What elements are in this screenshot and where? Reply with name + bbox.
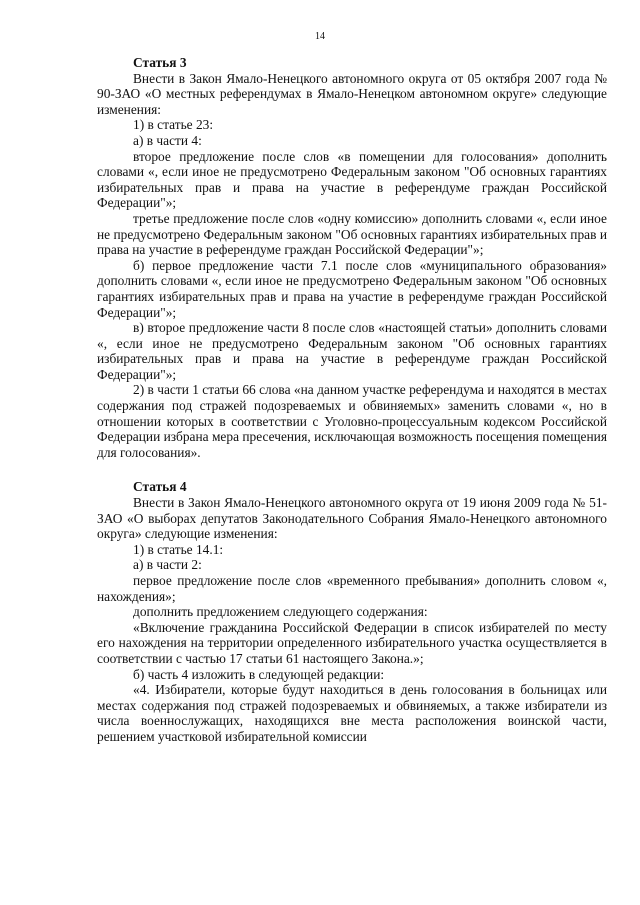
paragraph: 1) в статье 23:: [133, 117, 214, 133]
page-number: 14: [315, 31, 325, 42]
paragraph: Внести в Закон Ямало-Ненецкого автономного округа от 19 июня 2009 года № 51-ЗАО «О выборах депутатов Законодательного Собрания Ямало-Ненецкого автономного округа» следующие изменения:: [97, 495, 607, 542]
paragraph: 1) в статье 14.1:: [133, 541, 224, 557]
paragraph: «Включение гражданина Российской Федерации в список избирателей по месту его нахождения на территории определенного избирательного участка осуществляется в соответствии с частью 17 статьи 61 настоящего Закона.»;: [97, 619, 607, 666]
article-3: [97, 55, 607, 460]
paragraph: первое предложение после слов «временного пребывания» дополнить словом «, нахождения»;: [97, 573, 607, 604]
paragraph: третье предложение после слов «одну комиссию» дополнить словами «, если иное не предусмотрено Федеральным законом "Об основных гарантиях избирательных прав и права на участие в референдуме граждан Российской Федерации"»;: [97, 210, 607, 258]
paragraph: б) часть 4 изложить в следующей редакции:: [133, 666, 385, 682]
paragraph: второе предложение после слов «в помещении для голосования» дополнить словами «, если иное не предусмотрено Федеральным законом "Об основных гарантиях избирательных прав и права на участие в референдуме граждан Российской Федерации"»;: [97, 148, 607, 211]
paragraph: Внести в Закон Ямало-Ненецкого автономного округа от 05 октября 2007 года № 90-ЗАО «О местных референдумах в Ямало-Ненецком автономном округе» следующие изменения:: [97, 70, 607, 117]
paragraph: дополнить предложением следующего содержания:: [133, 604, 428, 620]
paragraph: 2) в части 1 статьи 66 слова «на данном участке референдума и находятся в местах содержания под стражей подозреваемых и обвиняемых» заменить словами «, но в отношении которых в соответствии с Уголовно-процессуальным кодексом Российской Федерации избрана мера пресечения, исключающая возможность посещения помещения для голосования».: [97, 382, 607, 460]
paragraph: б) первое предложение части 7.1 после слов «муниципального образования» дополнить словами «, если иное не предусмотрено Федеральным законом "Об основных гарантиях избирательных прав и права на участие в референдуме граждан Российской Федерации"»;: [97, 257, 607, 320]
paragraph: а) в части 2:: [133, 557, 202, 573]
article-4: [97, 479, 607, 744]
paragraph: а) в части 4:: [133, 132, 202, 148]
paragraph: «4. Избиратели, которые будут находиться в день голосования в больницах или местах содержания под стражей подозреваемых и обвиняемых, а также избиратели из числа военнослужащих, находящихся вне места расположения воинской части, решением участковой избирательной комиссии: [97, 682, 607, 744]
paragraph: в) второе предложение части 8 после слов «настоящей статьи» дополнить словами «, если иное не предусмотрено Федеральным законом "Об основных гарантиях избирательных прав и права на участие в референдуме граждан Российской Федерации"»;: [97, 320, 607, 382]
document-body: [97, 55, 607, 745]
section-spacer: [97, 460, 607, 479]
article-heading: Статья 3: [133, 55, 187, 70]
article-heading: Статья 4: [133, 479, 187, 495]
